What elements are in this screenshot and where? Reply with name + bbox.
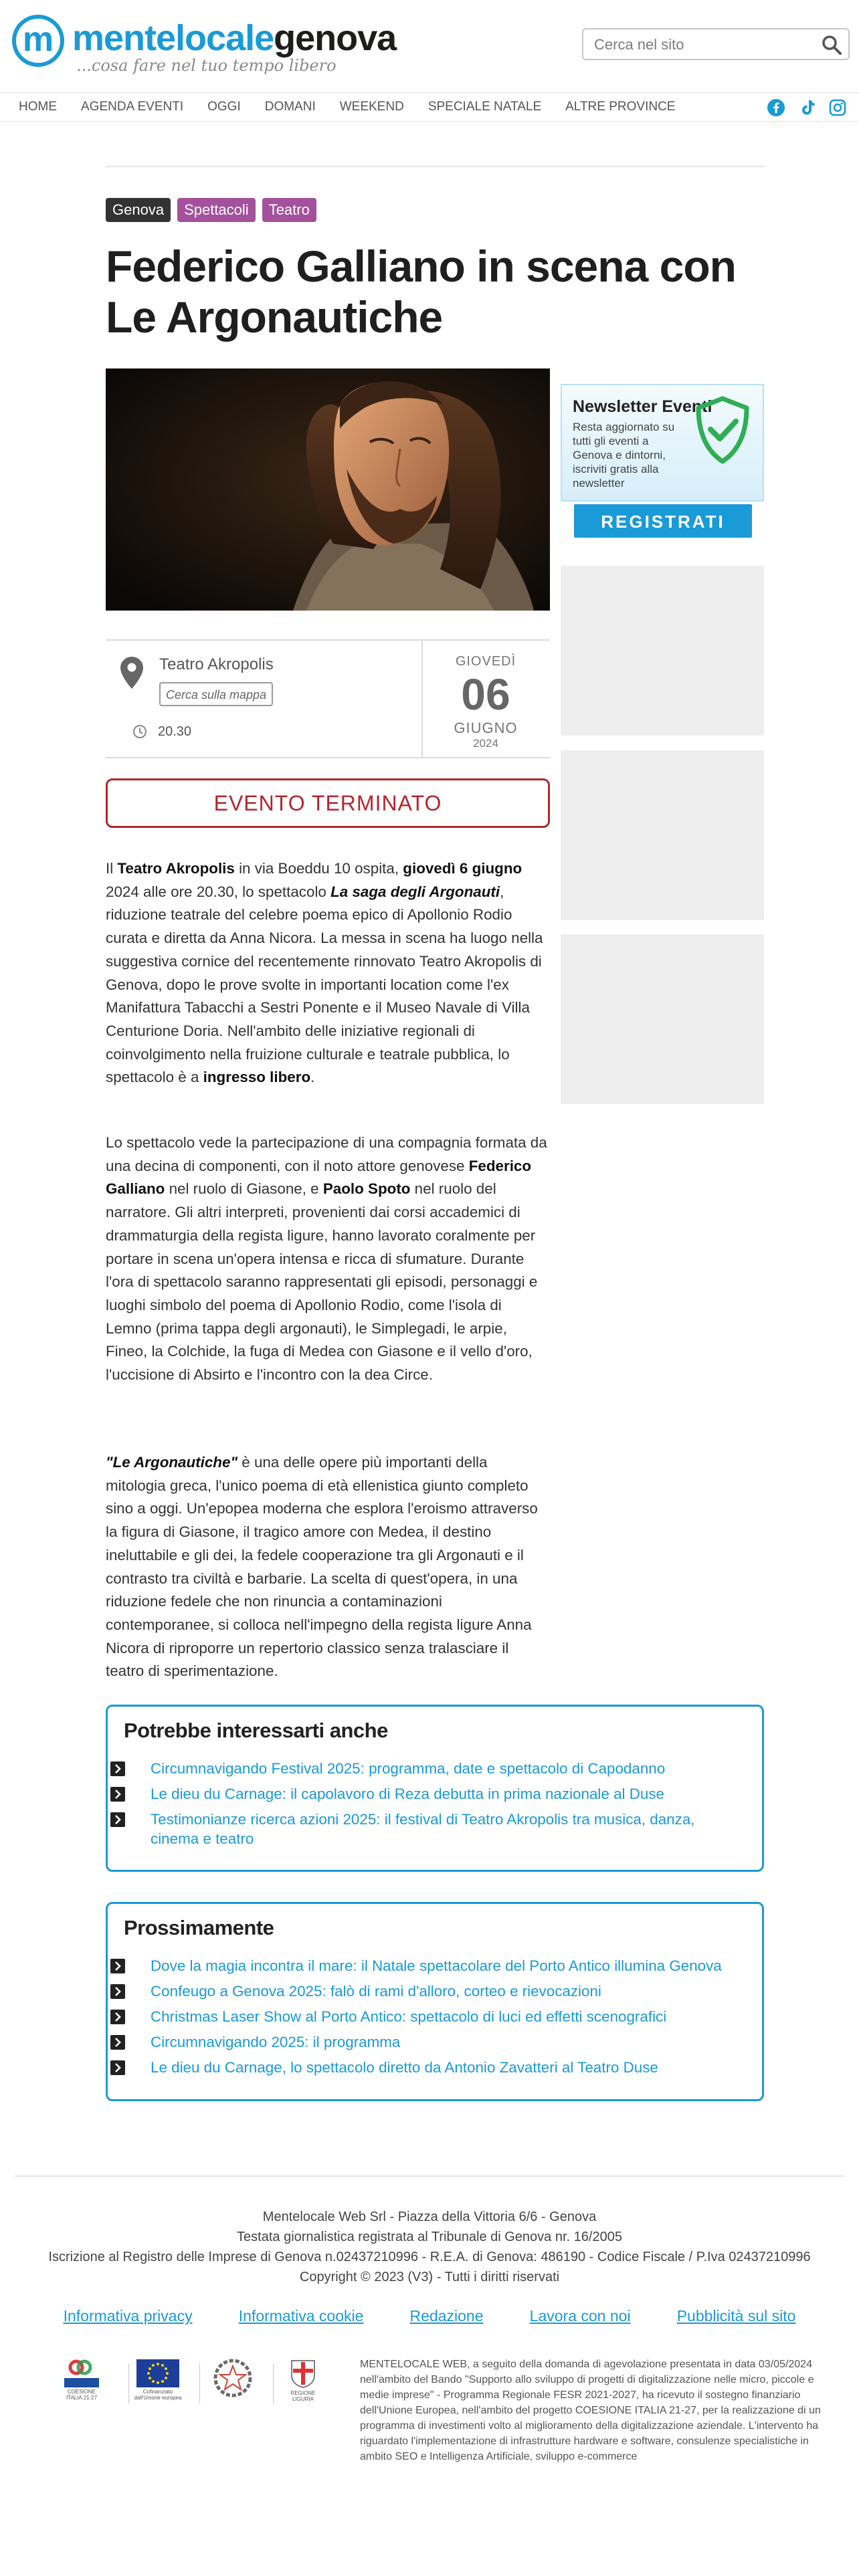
funding-disclaimer: MENTELOCALE WEB, a seguito della domanda di agevolazione presentata in data 03/05/2024 nell'ambito del Bando "Supporto allo sviluppo di progetti di digitalizzazione nelle micro, piccole e medie imprese" - Programma Regionale FESR 2021-2027, ha ricevuto il sostegno finanziario dell'Unione Europea, nell'ambito del progetto COESIONE ITALIA 21-27, per la realizzazione di un programma di investimenti volto al miglioramento della digitalizzazione aziendale. L'intervento ha riguardato l'implementazione di infrastrutture hardware e software, consulenze specialistiche in ambito SEO e Intelligenza Artificiale, sviluppo e-commerce [360,2359,821,2462]
text: . [310,1069,315,1086]
nav-item-home[interactable]: HOME [19,100,57,114]
nav-item-province[interactable]: ALTRE PROVINCE [565,100,676,114]
bold-text: Teatro Akropolis [117,860,235,877]
map-search-button[interactable]: Cerca sulla mappa [159,682,273,706]
upcoming-link[interactable]: Circumnavigando 2025: il programma [151,2034,401,2050]
bold-italic-text: "Le Argonautiche" [106,1454,238,1471]
footer-link-privacy[interactable]: Informativa privacy [63,2307,193,2325]
upcoming-events-box [106,1902,764,2101]
eu-label: Cofinanziato dall'Unione europea [134,2389,182,2401]
logo-tagline: ...cosa fare nel tuo tempo libero [76,56,337,75]
bold-text: Paolo Spoto [322,1180,411,1198]
article-paragraph [106,857,550,1089]
nav-item-oggi[interactable]: OGGI [207,100,241,114]
related-list [108,1759,763,1854]
text: Il [106,860,118,877]
main-nav [0,92,859,122]
list-item [108,1981,763,2001]
page-title: Federico Galliano in scena con Le Argonautiche [106,241,736,342]
related-articles-box [106,1705,764,1872]
search-input[interactable] [593,35,809,55]
facebook-icon[interactable] [767,98,785,117]
newsletter-box [561,384,764,502]
text: 2024 alle ore 20.30, lo spettacolo [106,883,331,900]
eu-flag-logo [134,2359,182,2401]
event-photo [106,368,550,611]
liguria-label: REGIONE LIGURIA [290,2390,316,2402]
divider [15,2175,844,2177]
clock-icon [132,724,147,739]
chevron-right-icon [110,2035,125,2050]
logo-letter: m [22,20,54,59]
logo-wordmark [72,17,396,59]
date-month: GIUGNO [454,720,518,736]
footer-link-cookie[interactable]: Informativa cookie [238,2307,364,2325]
list-item [108,1784,763,1804]
related-link[interactable]: Le dieu du Carnage: il capolavoro di Reza debutta in prima nazionale al Duse [151,1786,664,1802]
footer-company-info [0,2207,859,2287]
ad-placeholder [561,566,764,736]
footer-line: Iscrizione al Registro delle Imprese di Genova n.02437210996 - R.E.A. di Genova: 486190 - Codice Fiscale / P.Iva 02437210996 [48,2250,811,2264]
event-date [423,641,549,757]
upcoming-link[interactable]: Le dieu du Carnage, lo spettacolo diretto da Antonio Zavatteri al Teatro Duse [151,2059,658,2076]
upcoming-link[interactable]: Christmas Laser Show al Porto Antico: spettacolo di luci ed effetti scenografici [151,2008,667,2025]
upcoming-link[interactable]: Confeugo a Genova 2025: falò di rami d'alloro, corteo e rievocazioni [151,1983,601,2000]
newsletter-title: Newsletter Eventi [573,397,712,416]
list-item [108,1759,763,1778]
text: in via Boeddu 10 ospita, [234,860,403,877]
site-header [0,0,859,90]
regione-liguria-logo [286,2359,320,2402]
date-day: 06 [461,669,510,719]
tag-spettacoli[interactable]: Spettacoli [177,198,256,222]
tiktok-icon[interactable] [797,98,816,117]
divider [128,2363,129,2403]
chevron-right-icon [110,1812,125,1827]
text: nel ruolo del narratore. Gli altri interpreti, provenienti dai corsi accademici di drammaturgia della regista ligure, hanno lavorato coralmente per portare in scena un'opera intensa e ricca di sfumature. Durante l'ora di spettacolo saranno rappresentati gli episodi, personaggi e luoghi simbolo del poema di Apollonio Rodio, come l'isola di Lemno (prima tappa degli argonauti), le Simplegadi, le arpie, Fineo, la Colchide, la fuga di Medea con Giasone e il vello d'oro, l'uccisione di Absirto e l'incontro con la dea Circe. [106,1180,538,1384]
related-link[interactable]: Testimonianze ricerca azioni 2025: il festival di Teatro Akropolis tra musica, danza, cinema e teatro [151,1811,695,1847]
italian-republic-emblem [213,2357,253,2403]
bold-text: Federico Galliano [106,1157,532,1198]
list-item [108,1956,763,1975]
funding-logos [62,2359,343,2406]
footer-line: Mentelocale Web Srl - Piazza della Vittoria 6/6 - Genova [262,2210,597,2224]
venue-name[interactable]: Teatro Akropolis [159,655,274,673]
text: , riduzione teatrale del celebre poema epico di Apollonio Rodio curata e diretta da Anna Nicora. La messa in scena ha luogo nella suggestiva cornice del recentemente rinnovato Teatro Akropolis di Genova, dopo le prove svolte in importanti location come l'ex Manifattura Tabacchi a Sestri Ponente e il Museo Navale di Villa Centurione Doria. Nell'ambito delle iniziative regionali di coinvolgimento nella fruizione culturale e teatrale pubblica, lo spettacolo è a [106,883,543,1086]
list-item [108,2032,763,2052]
event-time: 20.30 [158,724,192,739]
footer-line: Testata giornalistica registrata al Tribunale di Genova nr. 16/2005 [237,2230,622,2244]
logo-word-1: mentelocale [72,18,274,58]
tag-teatro[interactable]: Teatro [262,198,316,222]
nav-item-natale[interactable]: SPECIALE NATALE [427,100,542,114]
logo-word-2: genova [274,18,397,58]
ad-placeholder [561,934,764,1104]
footer-link-redazione[interactable]: Redazione [409,2307,484,2325]
instagram-icon[interactable] [828,98,847,117]
article-paragraph [106,1451,550,1683]
nav-item-domani[interactable]: DOMANI [264,100,316,114]
search-icon[interactable] [820,33,843,56]
footer-links [0,2307,859,2325]
article-paragraph [106,1132,550,1387]
map-pin-icon [119,655,145,690]
nav-item-weekend[interactable]: WEEKEND [339,100,404,114]
tag-list [106,198,316,222]
chevron-right-icon [110,2060,125,2075]
footer-link-lavora[interactable]: Lavora con noi [529,2307,631,2325]
related-link[interactable]: Circumnavigando Festival 2025: programma, date e spettacolo di Capodanno [151,1760,666,1777]
tag-genova[interactable]: Genova [106,198,171,222]
list-item [108,2058,763,2077]
site-logo[interactable] [12,15,413,76]
newsletter-register-button[interactable]: REGISTRATI [574,504,752,538]
related-title: Potrebbe interessarti anche [124,1719,388,1742]
list-item [108,2007,763,2026]
chevron-right-icon [110,2010,125,2024]
bold-italic-text: La saga degli Argonauti [330,883,500,900]
list-item [108,1810,763,1848]
divider [199,2363,200,2403]
bold-text: giovedì 6 giugno [403,860,522,877]
upcoming-list [108,1956,763,2083]
ad-placeholder [561,750,764,920]
chevron-right-icon [110,1959,125,1973]
date-weekday: GIOVEDÌ [455,654,516,669]
chevron-right-icon [110,1984,125,1999]
chevron-right-icon [110,1787,125,1802]
footer-link-pubblicita[interactable]: Pubblicità sul sito [676,2307,796,2325]
event-status-badge: EVENTO TERMINATO [106,778,550,828]
divider [106,166,765,167]
chevron-right-icon [110,1761,125,1776]
social-links [767,98,847,117]
footer-line: Copyright © 2023 (V3) - Tutti i diritti riservati [299,2270,560,2284]
nav-items [19,93,699,122]
shield-check-icon [689,395,756,467]
upcoming-link[interactable]: Dove la magia incontra il mare: il Natale spettacolare del Porto Antico illumina Genova [151,1957,722,1974]
coesione-label: COESIONE ITALIA 21-27 [66,2389,98,2401]
text: Lo spettacolo vede la partecipazione di una compagnia formata da una decina di componenti, con il noto attore genovese [106,1134,547,1174]
date-year: 2024 [473,737,498,750]
coesione-italia-logo [62,2359,102,2401]
bold-text: ingresso libero [203,1069,311,1086]
newsletter-text: Resta aggiornato su tutti gli eventi a Genova e dintorni, iscriviti gratis alla newsletter [573,421,675,490]
divider [273,2363,274,2403]
search-box [582,28,850,60]
upcoming-title: Prossimamente [124,1916,274,1939]
text: nel ruolo di Giasone, e [165,1180,323,1198]
text: è una delle opere più importanti della mitologia greca, l'unico poema di età ellenistica giunto completo sino a oggi. Un'epopea moderna che esplora l'eroismo attraverso la figura di Giasone, il tragico amore con Medea, il destino ineluttabile e gli dei, la fedele cooperazione tra gli Argonauti e il contrasto tra civiltà e barbarie. La scelta di quest'opera, in una riduzione fedele che non rinuncia a contaminazioni contemporanee, si colloca nell'impegno della regista ligure Anna Nicora di riproporre un repertorio classico senza tralasciare il teatro di sperimentazione. [106,1454,538,1680]
event-info [106,639,550,758]
nav-item-agenda[interactable]: AGENDA EVENTI [81,100,184,114]
